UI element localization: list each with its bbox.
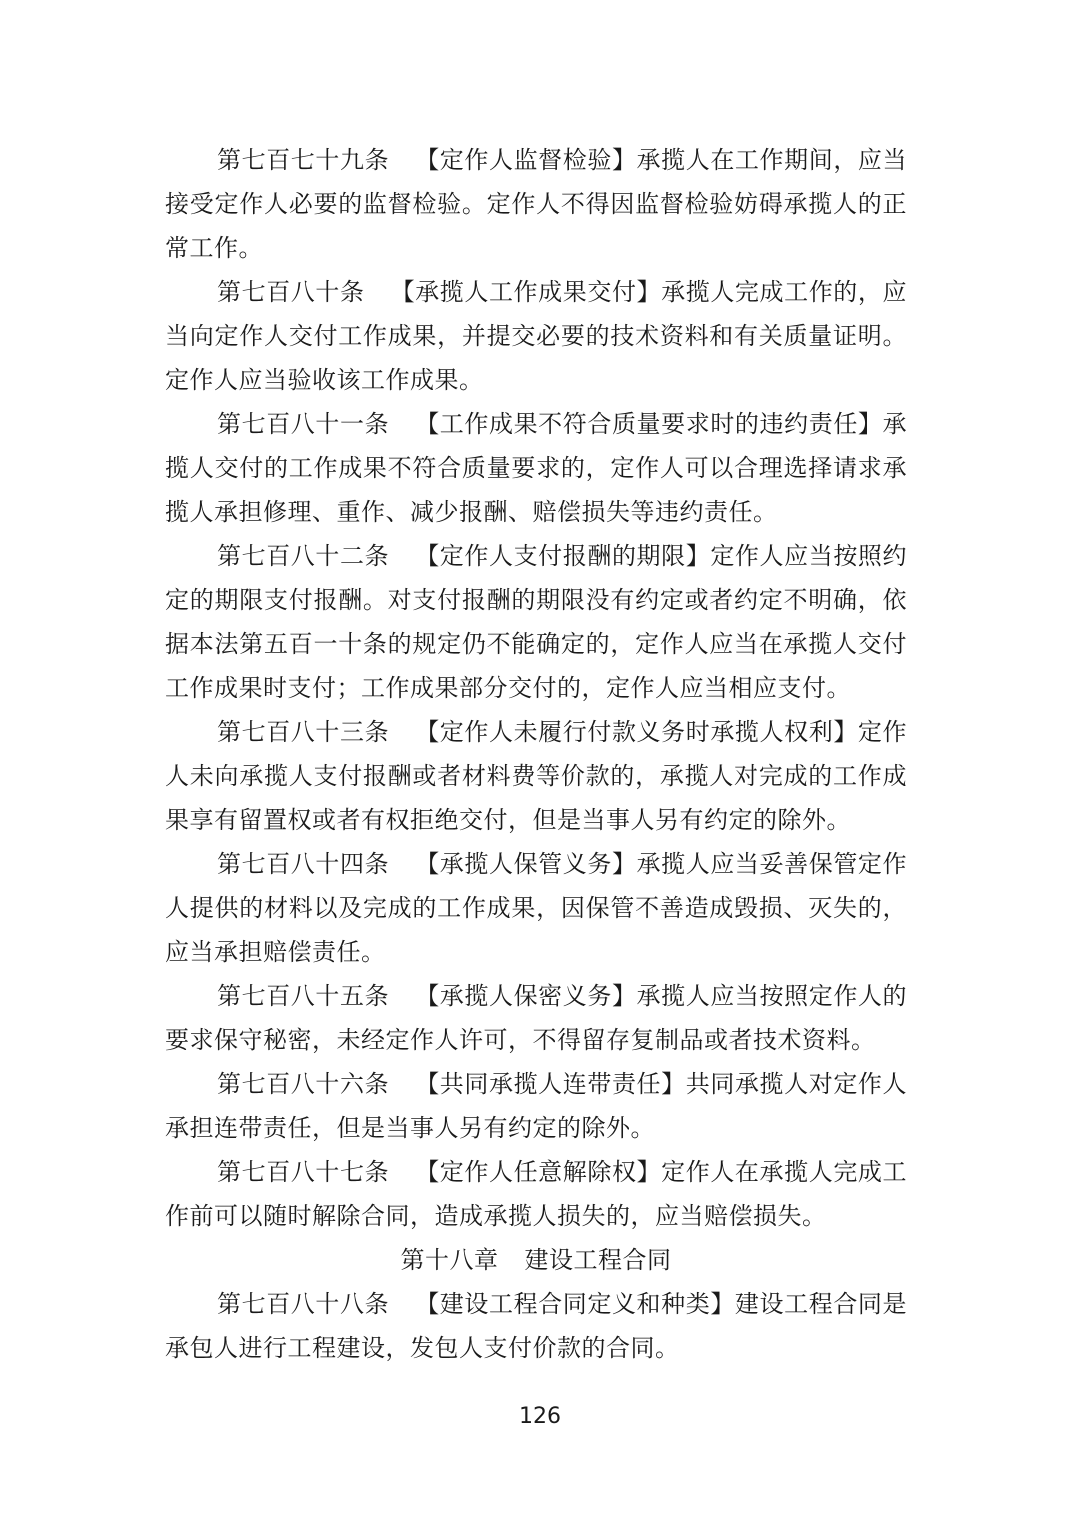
article-text: 【承揽人工作成果交付】承揽人完成工作的，应当向定作人交付工作成果，并提交必要的技术资料和有关质量证明。定作人应当验收该工作成果。: [165, 278, 907, 394]
article-786: [165, 1062, 907, 1150]
article-782: [165, 534, 907, 710]
article-781: [165, 402, 907, 534]
article-787: [165, 1150, 907, 1238]
chapter-title: 建设工程合同: [524, 1246, 672, 1274]
article-text: 【定作人支付报酬的期限】定作人应当按照约定的期限支付报酬。对支付报酬的期限没有约定或者约定不明确，依据本法第五百一十条的规定仍不能确定的，定作人应当在承揽人交付工作成果时支付；工作成果部分交付的，定作人应当相应支付。: [165, 542, 908, 702]
article-text: 【共同承揽人连带责任】共同承揽人对定作人承担连带责任，但是当事人另有约定的除外。: [165, 1070, 908, 1142]
page-number: 126: [519, 1404, 561, 1429]
article-text: 【定作人未履行付款义务时承揽人权利】定作人未向承揽人支付报酬或者材料费等价款的，承揽人对完成的工作成果享有留置权或者有权拒绝交付，但是当事人另有约定的除外。: [165, 718, 908, 834]
article-number: 第七百八十一条: [217, 410, 390, 438]
article-number: 第七百八十五条: [217, 982, 390, 1010]
article-number: 第七百八十四条: [217, 850, 390, 878]
article-number: 第七百八十二条: [217, 542, 390, 570]
article-784: [165, 842, 907, 974]
article-number: 第七百八十条: [217, 278, 365, 306]
article-number: 第七百八十六条: [217, 1070, 390, 1098]
article-788: [165, 1282, 907, 1370]
article-number: 第七百七十九条: [217, 146, 390, 174]
article-785: [165, 974, 907, 1062]
article-779: [165, 138, 907, 270]
chapter-heading: [165, 1238, 907, 1282]
article-780: [165, 270, 907, 402]
document-page: [165, 138, 907, 1370]
article-text: 【承揽人保密义务】承揽人应当按照定作人的要求保守秘密，未经定作人许可，不得留存复制品或者技术资料。: [165, 982, 908, 1054]
article-783: [165, 710, 907, 842]
article-text: 【定作人任意解除权】定作人在承揽人完成工作前可以随时解除合同，造成承揽人损失的，应当赔偿损失。: [165, 1158, 908, 1230]
article-text: 【承揽人保管义务】承揽人应当妥善保管定作人提供的材料以及完成的工作成果，因保管不善造成毁损、灭失的，应当承担赔偿责任。: [165, 850, 908, 966]
article-text: 【建设工程合同定义和种类】建设工程合同是承包人进行工程建设，发包人支付价款的合同。: [165, 1290, 908, 1362]
article-number: 第七百八十八条: [217, 1290, 390, 1318]
article-text: 【工作成果不符合质量要求时的违约责任】承揽人交付的工作成果不符合质量要求的，定作人可以合理选择请求承揽人承担修理、重作、减少报酬、赔偿损失等违约责任。: [165, 410, 908, 526]
chapter-number: 第十八章: [400, 1246, 499, 1274]
article-number: 第七百八十三条: [217, 718, 390, 746]
article-text: 【定作人监督检验】承揽人在工作期间，应当接受定作人必要的监督检验。定作人不得因监督检验妨碍承揽人的正常工作。: [165, 146, 908, 262]
article-number: 第七百八十七条: [217, 1158, 390, 1186]
